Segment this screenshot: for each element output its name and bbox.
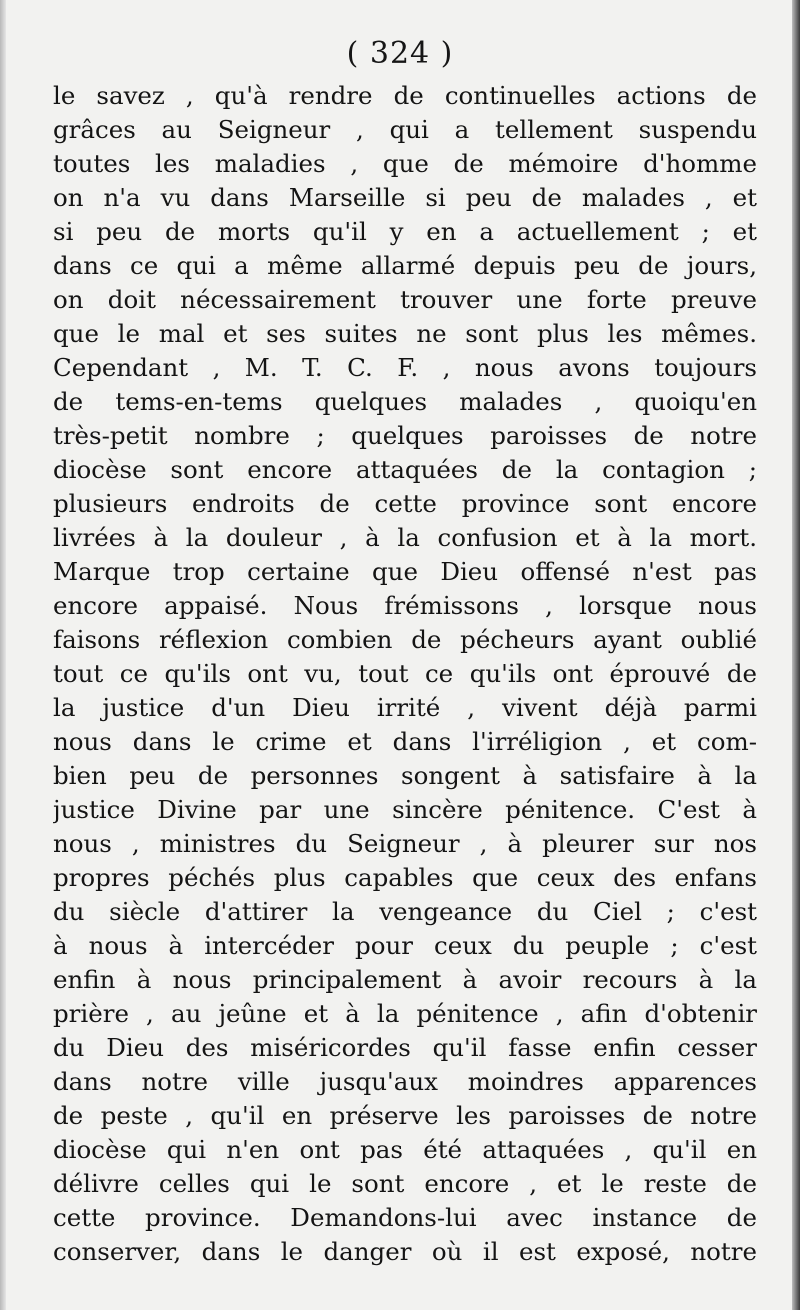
text-line: la justice d'un Dieu irrité , vivent déjà parmi (53, 693, 757, 722)
text-line: on n'a vu dans Marseille si peu de malades , et (53, 183, 757, 212)
text-line: nous , ministres du Seigneur , à pleurer sur nos (53, 829, 757, 858)
text-line: du siècle d'attirer la vengeance du Ciel ; c'est (53, 897, 757, 926)
text-line: le savez , qu'à rendre de continuelles actions de (53, 81, 757, 110)
text-line: de tems-en-tems quelques malades , quoiqu'en (53, 387, 757, 416)
text-line: diocèse qui n'en ont pas été attaquées , qu'il en (53, 1135, 757, 1164)
text-line: plusieurs endroits de cette province sont encore (53, 489, 757, 518)
scan-edge-right (792, 0, 800, 1310)
text-line: Marque trop certaine que Dieu offensé n'est pas (53, 557, 757, 586)
text-line: on doit nécessairement trouver une forte preuve (53, 285, 757, 314)
text-line: bien peu de personnes songent à satisfaire à la (53, 761, 757, 790)
text-line: livrées à la douleur , à la confusion et à la mort. (53, 523, 757, 552)
text-line: grâces au Seigneur , qui a tellement suspendu (53, 115, 757, 144)
text-line: de peste , qu'il en préserve les paroisses de notre (53, 1101, 757, 1130)
text-line: faisons réflexion combien de pécheurs ayant oublié (53, 625, 757, 654)
text-line: conserver, dans le danger où il est exposé, notre (53, 1237, 757, 1266)
page-number: ( 324 ) (346, 36, 454, 71)
text-line: si peu de morts qu'il y en a actuellement ; et (53, 217, 757, 246)
text-line: dans notre ville jusqu'aux moindres apparences (53, 1067, 757, 1096)
text-line: justice Divine par une sincère pénitence. C'est à (53, 795, 757, 824)
text-line: propres péchés plus capables que ceux des enfans (53, 863, 757, 892)
text-line: que le mal et ses suites ne sont plus les mêmes. (53, 319, 757, 348)
text-line: nous dans le crime et dans l'irréligion , et com- (53, 727, 757, 756)
text-line: enfin à nous principalement à avoir recours à la (53, 965, 757, 994)
text-line: à nous à intercéder pour ceux du peuple ; c'est (53, 931, 757, 960)
text-line: encore appaisé. Nous frémissons , lorsque nous (53, 591, 757, 620)
scan-edge-left (0, 0, 6, 1310)
text-line: tout ce qu'ils ont vu, tout ce qu'ils ont éprouvé de (53, 659, 757, 688)
text-line: Cependant , M. T. C. F. , nous avons toujours (53, 353, 757, 382)
text-line: dans ce qui a même allarmé depuis peu de jours, (53, 251, 757, 280)
text-line: diocèse sont encore attaquées de la contagion ; (53, 455, 757, 484)
text-line: du Dieu des miséricordes qu'il fasse enfin cesser (53, 1033, 757, 1062)
text-line: délivre celles qui le sont encore , et le reste de (53, 1169, 757, 1198)
text-line: toutes les maladies , que de mémoire d'homme (53, 149, 757, 178)
text-line: prière , au jeûne et à la pénitence , afin d'obtenir (53, 999, 757, 1028)
text-body (53, 79, 757, 1269)
text-line: cette province. Demandons-lui avec instance de (53, 1203, 757, 1232)
text-line: très-petit nombre ; quelques paroisses de notre (53, 421, 757, 450)
